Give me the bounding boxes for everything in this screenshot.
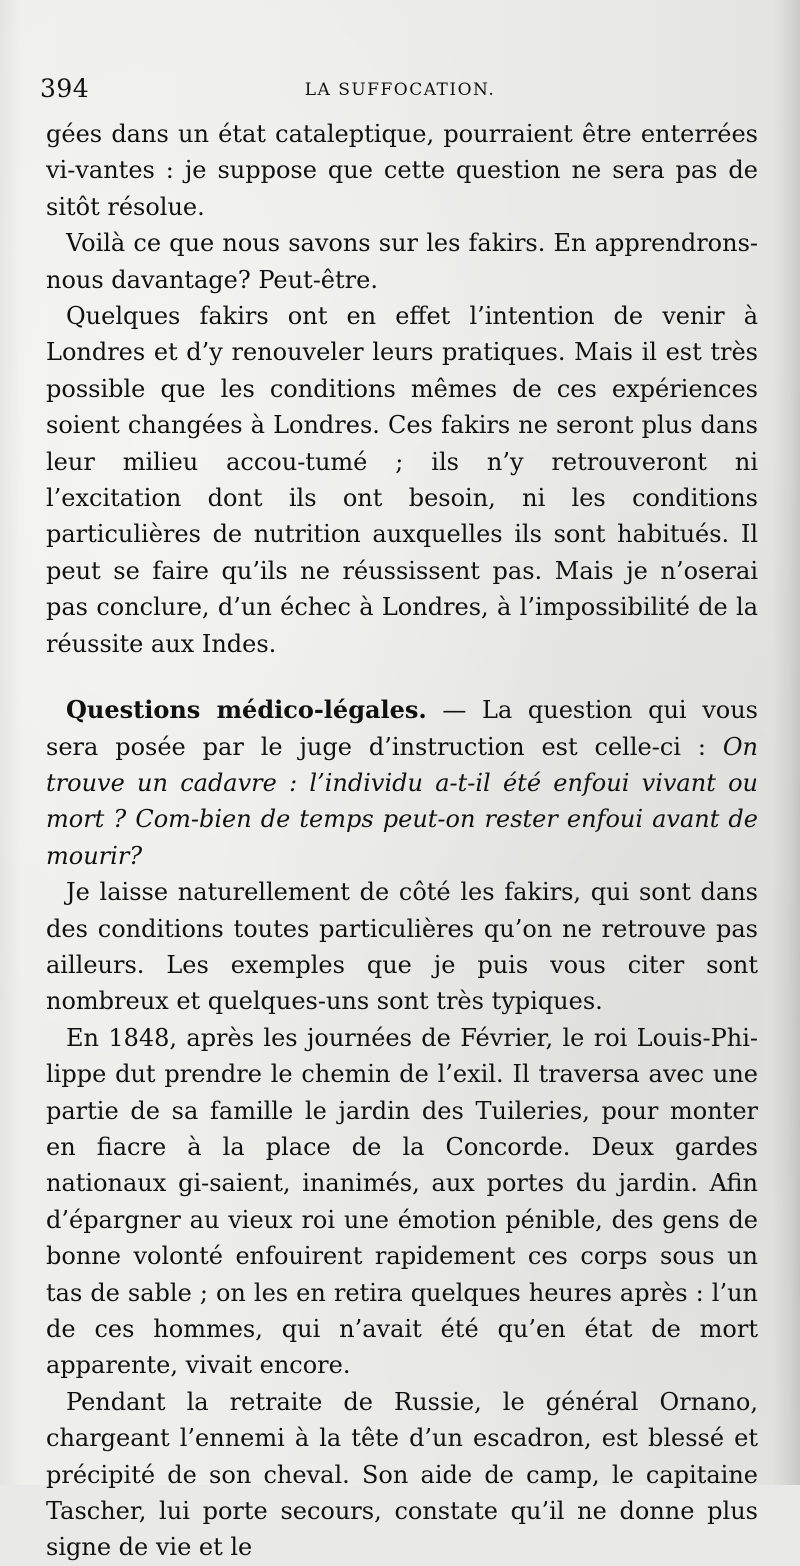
paragraph-ornano: Pendant la retraite de Russie, le général Ornano, chargeant l’ennemi à la tête d’un escadron, est blessé et précipité de son cheval. Son aide de camp, le capitaine Tascher, lui porte secours, constate qu’il ne donne plus signe de vie et le xyxy=(46,1387,758,1562)
page-left-shadow xyxy=(0,0,22,1485)
section-heading: Questions médico-légales. xyxy=(66,695,427,725)
paragraph-continued: gées dans un état cataleptique, pourraient être enterrées vi-vantes : je suppose que cette question ne sera pas de sitôt résolue. xyxy=(46,120,758,221)
page-right-shadow xyxy=(772,0,800,1485)
paragraph-examples: Je laisse naturellement de côté les fakirs, qui sont dans des conditions toutes particulières qu’on ne retrouve pas ailleurs. Les exemples que je puis vous citer sont nombreux et quelques-uns sont très typiques. xyxy=(46,878,758,1016)
section-intro-paragraph xyxy=(46,692,758,874)
paragraph-fakirs-summary: Voilà ce que nous savons sur les fakirs. En apprendrons-nous davantage? Peut-être. xyxy=(46,229,758,294)
paragraph-louis-philippe: En 1848, après les journées de Février, le roi Louis-Phi-lippe dut prendre le chemin de l’exil. Il traversa avec une partie de sa famille le jardin des Tuileries, pour monter en fiacre à la place de la Concorde. Deux gardes nationaux gi-saient, inanimés, aux portes du jardin. Afin d’épargner au vieux roi une émotion pénible, des gens de bonne volonté enfouirent rapidement ces corps sous un tas de sable ; on les en retira quelques heures après : l’un de ces hommes, qui n’avait été qu’en état de mort apparente, vivait encore. xyxy=(46,1023,758,1380)
paragraph-fakirs-london: Quelques fakirs ont en effet l’intention de venir à Londres et d’y renouveler leurs pratiques. Mais il est très possible que les conditions mêmes de ces expériences soient changées à Londres. Ces fakirs ne seront plus dans leur milieu accou-tumé ; ils n’y retrouveront ni l’excitation dont ils ont besoin, ni les conditions particulières de nutrition auxquelles ils sont habitués. Il peut se faire qu’ils ne réussissent pas. Mais je n’oserai pas conclure, d’un échec à Londres, à l’impossibilité de la réussite aux Indes. xyxy=(46,302,758,658)
section-question: On trouve un cadavre : l’individu a-t-il été enfoui vivant ou mort ? Com-bien de temps peut-on rester enfoui avant de mourir? xyxy=(46,732,758,870)
running-title: LA SUFFOCATION. xyxy=(304,80,496,100)
page-header xyxy=(40,74,760,108)
page-text xyxy=(46,116,758,1566)
section-gap xyxy=(46,662,758,692)
section-intro-text: — La question qui vous sera posée par le juge d’instruction est celle-ci : xyxy=(46,696,759,761)
page-number: 394 xyxy=(40,74,90,103)
